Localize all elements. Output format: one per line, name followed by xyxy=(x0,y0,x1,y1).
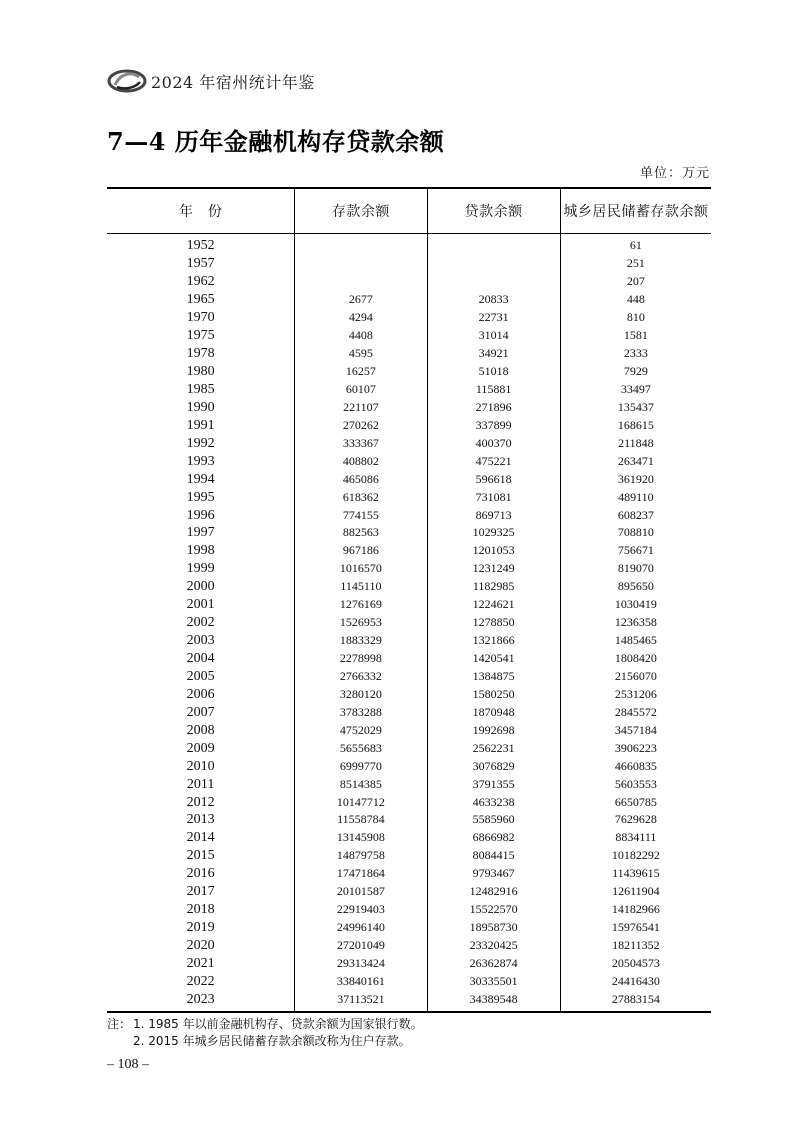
cell-savings: 10182292 xyxy=(560,847,711,865)
cell-savings: 3906223 xyxy=(560,739,711,757)
cell-deposits: 1145110 xyxy=(295,578,427,596)
cell-year: 2009 xyxy=(186,740,215,756)
table-row xyxy=(107,309,711,327)
cell-savings: 819070 xyxy=(560,560,711,578)
cell-savings: 5603553 xyxy=(560,775,711,793)
cell-year: 1993 xyxy=(186,453,215,469)
cell-year: 2012 xyxy=(186,794,215,810)
cell-year: 1970 xyxy=(186,310,215,326)
cell-deposits: 774155 xyxy=(295,506,427,524)
cell-loans: 12482916 xyxy=(427,883,560,901)
col-header-loans: 贷款余额 xyxy=(427,188,560,234)
table-row xyxy=(107,632,711,650)
cell-year: 1990 xyxy=(186,399,215,415)
cell-year: 2013 xyxy=(186,812,215,828)
footnote xyxy=(107,1016,423,1033)
cell-savings: 33497 xyxy=(560,381,711,399)
table-row xyxy=(107,542,711,560)
cell-loans: 34389548 xyxy=(427,990,560,1012)
cell-savings: 24416430 xyxy=(560,972,711,990)
table-body xyxy=(107,234,711,1013)
yearbook-logo-icon xyxy=(107,68,147,94)
cell-savings: 361920 xyxy=(560,470,711,488)
cell-year: 1996 xyxy=(186,507,215,523)
cell-deposits: 16257 xyxy=(295,363,427,381)
cell-savings: 20504573 xyxy=(560,955,711,973)
cell-year: 1980 xyxy=(186,364,215,380)
table-row xyxy=(107,955,711,973)
cell-savings: 1581 xyxy=(560,327,711,345)
cell-loans: 596618 xyxy=(427,470,560,488)
cell-loans: 2562231 xyxy=(427,739,560,757)
cell-savings: 2531206 xyxy=(560,685,711,703)
book-title: 2024 年宿州统计年鉴 xyxy=(151,72,315,92)
cell-deposits: 11558784 xyxy=(295,811,427,829)
cell-year: 2017 xyxy=(186,884,215,900)
cell-savings: 2333 xyxy=(560,345,711,363)
cell-savings: 608237 xyxy=(560,506,711,524)
col-header-savings: 城乡居民储蓄存款余额 xyxy=(560,188,711,234)
cell-savings: 756671 xyxy=(560,542,711,560)
col-header-deposits: 存款余额 xyxy=(295,188,427,234)
cell-deposits: 2278998 xyxy=(295,650,427,668)
data-table xyxy=(107,187,711,1013)
cell-year: 2016 xyxy=(186,866,215,882)
cell-year: 1985 xyxy=(186,381,215,397)
cell-loans xyxy=(427,255,560,273)
table-row xyxy=(107,901,711,919)
page-title: 7—4 历年金融机构存贷款余额 xyxy=(107,127,445,156)
cell-year: 2020 xyxy=(186,938,215,954)
footnote-text: 2. 2015 年城乡居民储蓄存款余额改称为住户存款。 xyxy=(133,1034,411,1048)
cell-deposits: 1016570 xyxy=(295,560,427,578)
table-row xyxy=(107,919,711,937)
table-row xyxy=(107,434,711,452)
table-row xyxy=(107,614,711,632)
table-row xyxy=(107,847,711,865)
cell-loans: 1278850 xyxy=(427,614,560,632)
cell-year: 1994 xyxy=(186,471,215,487)
table-row xyxy=(107,381,711,399)
cell-savings: 27883154 xyxy=(560,990,711,1012)
cell-savings: 251 xyxy=(560,255,711,273)
cell-savings: 211848 xyxy=(560,434,711,452)
cell-deposits: 14879758 xyxy=(295,847,427,865)
cell-loans: 4633238 xyxy=(427,793,560,811)
cell-year: 1975 xyxy=(186,328,215,344)
cell-loans xyxy=(427,234,560,255)
cell-loans: 1992698 xyxy=(427,721,560,739)
cell-deposits: 2677 xyxy=(295,291,427,309)
cell-savings: 135437 xyxy=(560,398,711,416)
cell-year: 1962 xyxy=(186,274,215,290)
cell-deposits: 333367 xyxy=(295,434,427,452)
table-row xyxy=(107,596,711,614)
table-row xyxy=(107,865,711,883)
cell-savings: 168615 xyxy=(560,416,711,434)
cell-year: 2011 xyxy=(186,776,215,792)
cell-loans: 1420541 xyxy=(427,650,560,668)
cell-loans xyxy=(427,273,560,291)
cell-year: 2014 xyxy=(186,830,215,846)
cell-loans: 6866982 xyxy=(427,829,560,847)
cell-savings: 489110 xyxy=(560,488,711,506)
footnote-lead: 注： xyxy=(107,1017,132,1031)
cell-year: 2007 xyxy=(186,704,215,720)
cell-loans: 869713 xyxy=(427,506,560,524)
table-row xyxy=(107,937,711,955)
table-row xyxy=(107,578,711,596)
cell-savings: 207 xyxy=(560,273,711,291)
cell-loans: 1384875 xyxy=(427,668,560,686)
cell-year: 1952 xyxy=(186,238,215,254)
cell-deposits: 17471864 xyxy=(295,865,427,883)
cell-savings: 61 xyxy=(560,234,711,255)
cell-deposits: 465086 xyxy=(295,470,427,488)
cell-year: 2001 xyxy=(186,597,215,613)
cell-deposits: 33840161 xyxy=(295,972,427,990)
cell-deposits: 2766332 xyxy=(295,668,427,686)
cell-deposits: 20101587 xyxy=(295,883,427,901)
cell-deposits: 6999770 xyxy=(295,757,427,775)
cell-loans: 337899 xyxy=(427,416,560,434)
cell-loans: 1321866 xyxy=(427,632,560,650)
cell-loans: 26362874 xyxy=(427,955,560,973)
cell-loans: 1580250 xyxy=(427,685,560,703)
table-row xyxy=(107,650,711,668)
table-row xyxy=(107,255,711,273)
cell-loans: 3791355 xyxy=(427,775,560,793)
cell-savings: 1030419 xyxy=(560,596,711,614)
table-row xyxy=(107,470,711,488)
cell-year: 1965 xyxy=(186,292,215,308)
cell-deposits: 4408 xyxy=(295,327,427,345)
table-header-row xyxy=(107,188,711,234)
cell-deposits: 29313424 xyxy=(295,955,427,973)
cell-savings: 895650 xyxy=(560,578,711,596)
cell-savings: 8834111 xyxy=(560,829,711,847)
table-row xyxy=(107,811,711,829)
cell-deposits: 3783288 xyxy=(295,703,427,721)
table-row xyxy=(107,506,711,524)
table-row xyxy=(107,291,711,309)
cell-loans: 20833 xyxy=(427,291,560,309)
cell-deposits: 22919403 xyxy=(295,901,427,919)
cell-loans: 475221 xyxy=(427,452,560,470)
cell-savings: 18211352 xyxy=(560,937,711,955)
cell-deposits: 967186 xyxy=(295,542,427,560)
table-row xyxy=(107,488,711,506)
cell-loans: 23320425 xyxy=(427,937,560,955)
table-row xyxy=(107,703,711,721)
cell-loans: 400370 xyxy=(427,434,560,452)
table-row xyxy=(107,757,711,775)
cell-loans: 34921 xyxy=(427,345,560,363)
cell-year: 1995 xyxy=(186,489,215,505)
cell-loans: 3076829 xyxy=(427,757,560,775)
cell-year: 2002 xyxy=(186,615,215,631)
cell-loans: 51018 xyxy=(427,363,560,381)
footnote-text: 1. 1985 年以前金融机构存、贷款余额为国家银行数。 xyxy=(133,1017,423,1031)
cell-loans: 731081 xyxy=(427,488,560,506)
cell-deposits: 882563 xyxy=(295,524,427,542)
table-row xyxy=(107,883,711,901)
footnote xyxy=(107,1033,423,1050)
cell-year: 2018 xyxy=(186,902,215,918)
cell-year: 2006 xyxy=(186,686,215,702)
cell-deposits: 13145908 xyxy=(295,829,427,847)
cell-savings: 708810 xyxy=(560,524,711,542)
cell-deposits: 27201049 xyxy=(295,937,427,955)
table-row xyxy=(107,668,711,686)
cell-deposits: 10147712 xyxy=(295,793,427,811)
cell-savings: 1808420 xyxy=(560,650,711,668)
cell-savings: 810 xyxy=(560,309,711,327)
cell-year: 2022 xyxy=(186,973,215,989)
table-row xyxy=(107,721,711,739)
footnotes xyxy=(107,1016,423,1050)
cell-savings: 6650785 xyxy=(560,793,711,811)
cell-year: 2008 xyxy=(186,722,215,738)
cell-deposits: 1276169 xyxy=(295,596,427,614)
cell-savings: 448 xyxy=(560,291,711,309)
cell-loans: 22731 xyxy=(427,309,560,327)
cell-year: 1957 xyxy=(186,256,215,272)
cell-loans: 1182985 xyxy=(427,578,560,596)
cell-loans: 1870948 xyxy=(427,703,560,721)
cell-loans: 15522570 xyxy=(427,901,560,919)
cell-savings: 7929 xyxy=(560,363,711,381)
cell-year: 1991 xyxy=(186,417,215,433)
cell-deposits: 37113521 xyxy=(295,990,427,1012)
cell-year: 2010 xyxy=(186,758,215,774)
cell-deposits xyxy=(295,234,427,255)
col-header-year: 年 份 xyxy=(107,188,295,234)
cell-year: 1999 xyxy=(186,561,215,577)
table-row xyxy=(107,560,711,578)
table-row xyxy=(107,829,711,847)
cell-deposits: 1883329 xyxy=(295,632,427,650)
cell-deposits: 24996140 xyxy=(295,919,427,937)
running-header xyxy=(107,66,315,96)
cell-savings: 2156070 xyxy=(560,668,711,686)
cell-year: 1978 xyxy=(186,346,215,362)
cell-savings: 2845572 xyxy=(560,703,711,721)
table-row xyxy=(107,398,711,416)
cell-savings: 3457184 xyxy=(560,721,711,739)
table-row xyxy=(107,452,711,470)
cell-savings: 1236358 xyxy=(560,614,711,632)
cell-year: 2015 xyxy=(186,848,215,864)
cell-loans: 31014 xyxy=(427,327,560,345)
cell-deposits xyxy=(295,273,427,291)
cell-deposits: 4752029 xyxy=(295,721,427,739)
cell-savings: 12611904 xyxy=(560,883,711,901)
cell-savings: 15976541 xyxy=(560,919,711,937)
cell-year: 1992 xyxy=(186,435,215,451)
table-row xyxy=(107,685,711,703)
cell-deposits: 3280120 xyxy=(295,685,427,703)
cell-year: 2023 xyxy=(186,991,215,1007)
cell-deposits: 1526953 xyxy=(295,614,427,632)
table-row xyxy=(107,273,711,291)
cell-deposits: 221107 xyxy=(295,398,427,416)
table-row xyxy=(107,775,711,793)
cell-savings: 7629628 xyxy=(560,811,711,829)
cell-year: 2000 xyxy=(186,579,215,595)
cell-savings: 1485465 xyxy=(560,632,711,650)
table-row xyxy=(107,327,711,345)
cell-year: 2004 xyxy=(186,651,215,667)
table-row xyxy=(107,793,711,811)
table-row xyxy=(107,524,711,542)
cell-loans: 8084415 xyxy=(427,847,560,865)
cell-year: 2021 xyxy=(186,955,215,971)
page-number: – 108 – xyxy=(107,1057,149,1072)
cell-loans: 30335501 xyxy=(427,972,560,990)
cell-loans: 115881 xyxy=(427,381,560,399)
cell-deposits: 60107 xyxy=(295,381,427,399)
cell-loans: 1231249 xyxy=(427,560,560,578)
table-row xyxy=(107,234,711,255)
cell-savings: 263471 xyxy=(560,452,711,470)
cell-year: 2003 xyxy=(186,633,215,649)
cell-year: 2019 xyxy=(186,920,215,936)
cell-deposits xyxy=(295,255,427,273)
cell-year: 1998 xyxy=(186,543,215,559)
cell-loans: 1224621 xyxy=(427,596,560,614)
table-row xyxy=(107,345,711,363)
table-row xyxy=(107,990,711,1012)
unit-label: 单位：万元 xyxy=(639,166,710,181)
table-row xyxy=(107,972,711,990)
table-row xyxy=(107,416,711,434)
cell-loans: 1201053 xyxy=(427,542,560,560)
cell-year: 2005 xyxy=(186,668,215,684)
cell-deposits: 618362 xyxy=(295,488,427,506)
cell-loans: 271896 xyxy=(427,398,560,416)
cell-deposits: 5655683 xyxy=(295,739,427,757)
cell-loans: 5585960 xyxy=(427,811,560,829)
cell-savings: 14182966 xyxy=(560,901,711,919)
cell-savings: 11439615 xyxy=(560,865,711,883)
table-row xyxy=(107,363,711,381)
cell-loans: 18958730 xyxy=(427,919,560,937)
cell-loans: 1029325 xyxy=(427,524,560,542)
cell-deposits: 408802 xyxy=(295,452,427,470)
cell-year: 1997 xyxy=(186,525,215,541)
cell-loans: 9793467 xyxy=(427,865,560,883)
cell-savings: 4660835 xyxy=(560,757,711,775)
cell-deposits: 8514385 xyxy=(295,775,427,793)
cell-deposits: 4294 xyxy=(295,309,427,327)
cell-deposits: 270262 xyxy=(295,416,427,434)
table-row xyxy=(107,739,711,757)
cell-deposits: 4595 xyxy=(295,345,427,363)
